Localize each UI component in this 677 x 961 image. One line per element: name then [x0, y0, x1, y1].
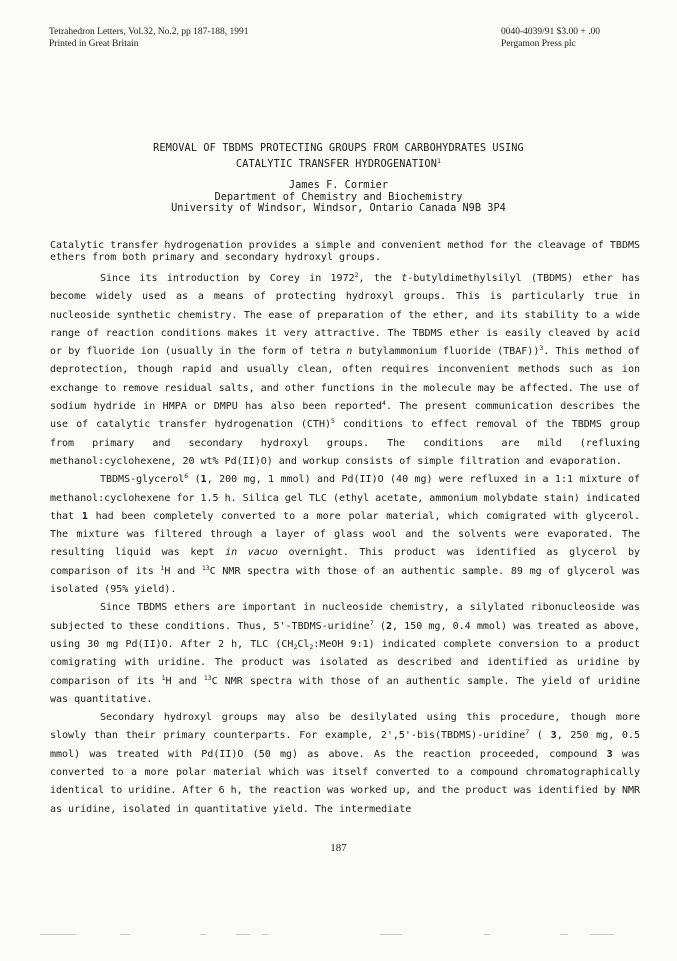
scan-mark [590, 934, 614, 935]
footnote-ref: 1 [437, 157, 442, 165]
paragraph-1: Since its introduction by Corey in 1972$^2$, the t-butyldimethylsilyl (TBDMS) ether has become widely used as a means of protecting hydroxyl groups. This is particularly true in nucleoside synthetic chemistry. The ease of preparation of the ether, and its stability to a wide range of reaction conditions makes it very attractive. The TBDMS ether is easily cleaved by acid or by fluoride ion (usually in the form of tetra n butylammonium fluoride (TBAF))$^3$. This method of deprotection, though rapid and usually clean, often requires inconvenient methods such as ion exchange to remove residual salts, and other functions in the molecule may be affected. The use of sodium hydride in HMPA or DMPU has also been reported$^4$. The present communication describes the use of catalytic transfer hydrogenation (CTH)$^5$ conditions to effect removal of the TBDMS group from primary and secondary hydroxyl groups. The conditions are mild (refluxing methanol:cyclohexene, 20 wt% Pd(II)O) and workup consists of simple filtration and evaporation. [50, 271, 641, 467]
publisher: Pergamon Press plc [501, 39, 576, 49]
journal-citation: Tetrahedron Letters, Vol.32, No.2, pp 187-188, 1991 [49, 27, 249, 37]
journal-header-left [49, 26, 249, 50]
article-title [0, 141, 677, 173]
author-block [0, 180, 677, 215]
issn-price: 0040-4039/91 $3.00 + .00 [501, 27, 601, 37]
scan-artifacts [0, 930, 677, 940]
scan-mark [236, 934, 250, 935]
abstract: Catalytic transfer hydrogenation provides a simple and convenient method for the cleavage of TBDMS ethers from both primary and secondary hydroxyl groups. [50, 240, 641, 263]
scan-mark [560, 934, 568, 935]
paragraph-4: Secondary hydroxyl groups may also be desilylated using this procedure, though more slowly than their primary counterparts. For example, 2',5'-bis(TBDMS)-uridine$^7$ ( 3, 250 mg, 0.5 mmol) was treated with Pd(II)O (50 mg) as above. As the reaction proceeded, compound 3 was converted to a more polar material which was itself converted to a compound chromatographically identical to uridine. After 6 h, the reaction was worked up, and the product was identified by NMR as uridine, isolated in quantitative yield. The intermediate [50, 712, 641, 815]
scan-mark [484, 934, 490, 935]
title-line-2: CATALYTIC TRANSFER HYDROGENATION$^1$ [235, 157, 442, 170]
printed-in: Printed in Great Britain [49, 39, 139, 49]
scan-mark [200, 934, 206, 935]
paragraph-2: TBDMS-glycerol$^6$ (1, 200 mg, 1 mmol) and Pd(II)O (40 mg) were refluxed in a 1:1 mixture of methanol:cyclohexene for 1.5 h. Silica gel TLC (ethyl acetate, ammonium molybdate stain) indicated that 1 had been completely converted to a more polar material, which comigrated with glycerol. The mixture was filtered through a layer of glass wool and the solvents were evaporated. The resulting liquid was kept in vacuo overnight. This product was identified as glycerol by comparison of its $^1$H and $^{13}$C NMR spectra with those of an authentic sample. 89 mg of glycerol was isolated (95% yield). [50, 472, 641, 596]
scan-mark [262, 934, 268, 935]
page-number: 187 [330, 842, 347, 854]
author-affiliation: University of Windsor, Windsor, Ontario Canada N9B 3P4 [171, 202, 506, 214]
body-text [50, 270, 640, 819]
author-name: James F. Cormier [288, 179, 389, 191]
title-line-1: REMOVAL OF TBDMS PROTECTING GROUPS FROM CARBOHYDRATES USING [153, 143, 524, 154]
journal-header-right [501, 26, 629, 50]
scan-mark [120, 934, 130, 935]
scan-mark [40, 934, 76, 935]
paragraph-3: Since TBDMS ethers are important in nucleoside chemistry, a silylated ribonucleoside was subjected to these conditions. Thus, 5'-TBDMS-uridine$^7$ (2, 150 mg, 0.4 mmol) was treated as above, using 30 mg Pd(II)O. After 2 h, TLC ($CH_2Cl_2:MeOH$ 9:1) indicated complete conversion to a product comigrating with uridine. The product was isolated as described and identified as uridine by comparison of its $^1$H and $^{13}$C NMR spectra with those of an authentic sample. The yield of uridine was quantitative. [50, 602, 641, 705]
scan-mark [380, 934, 402, 935]
author-department: Department of Chemistry and Biochemistry [214, 190, 463, 203]
